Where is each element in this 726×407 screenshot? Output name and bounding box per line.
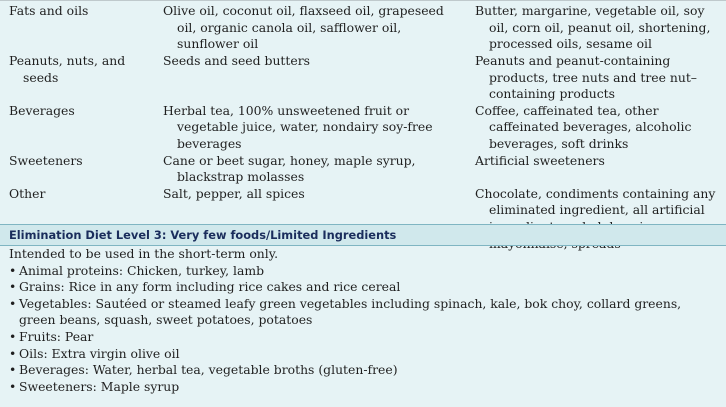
list-item-fruits bbox=[9, 329, 721, 346]
foods-to-avoid: Butter, margarine, vegetable oil, soy oil, corn oil, peanut oil, shortening, processed oils, sesame oil bbox=[475, 3, 711, 52]
list-item-oils bbox=[9, 346, 721, 363]
level3-food-list bbox=[9, 263, 721, 396]
list-item-animal-proteins bbox=[9, 263, 721, 280]
table-row-peanuts-nuts-seeds bbox=[0, 53, 726, 103]
bullet-glyph: • bbox=[9, 295, 17, 311]
list-item-text: Oils: Extra virgin olive oil bbox=[19, 345, 180, 361]
list-item-text: Beverages: Water, herbal tea, vegetable broths (gluten-free) bbox=[19, 362, 398, 378]
list-item-text: Vegetables: Sautéed or steamed leafy green vegetables including spinach, kale, bok choy, collard greens, green beans, squash, sweet potatoes, potatoes bbox=[19, 295, 682, 328]
bullet-glyph: • bbox=[9, 279, 17, 295]
bullet-glyph: • bbox=[9, 328, 17, 344]
foods-to-avoid: Artificial sweeteners bbox=[475, 152, 605, 168]
food-category-table bbox=[0, 3, 726, 256]
list-item-text: Animal proteins: Chicken, turkey, lamb bbox=[19, 262, 265, 278]
allowed-foods: Salt, pepper, all spices bbox=[163, 185, 305, 201]
category-label: Fats and oils bbox=[9, 3, 89, 18]
level3-content bbox=[9, 246, 721, 395]
list-item-text: Sweeteners: Maple syrup bbox=[19, 378, 180, 394]
list-item-vegetables bbox=[9, 296, 721, 329]
list-item-text: Grains: Rice in any form including rice cakes and rice cereal bbox=[19, 279, 401, 295]
bullet-glyph: • bbox=[9, 378, 17, 394]
table-row-sweeteners bbox=[0, 153, 726, 186]
list-item-sweeteners bbox=[9, 379, 721, 396]
table-row-fats-and-oils bbox=[0, 3, 726, 53]
category-label: Sweeteners bbox=[9, 152, 83, 168]
top-rule bbox=[0, 0, 726, 1]
table-row-beverages bbox=[0, 103, 726, 153]
list-item-grains bbox=[9, 279, 721, 296]
allowed-foods: Olive oil, coconut oil, flaxseed oil, grapeseed oil, organic canola oil, safflower oil, sunflower oil bbox=[163, 3, 444, 52]
allowed-foods: Cane or beet sugar, honey, maple syrup, blackstrap molasses bbox=[163, 152, 416, 185]
foods-to-avoid: Coffee, caffeinated tea, other caffeinated beverages, alcoholic beverages, soft drinks bbox=[475, 102, 692, 151]
allowed-foods: Herbal tea, 100% unsweetened fruit or vegetable juice, water, nondairy soy-free beverages bbox=[163, 102, 433, 151]
category-label: Beverages bbox=[9, 102, 75, 118]
bullet-glyph: • bbox=[9, 345, 17, 361]
allowed-foods: Seeds and seed butters bbox=[163, 53, 310, 68]
list-item-text: Fruits: Pear bbox=[19, 328, 94, 344]
bullet-glyph: • bbox=[9, 362, 17, 378]
category-label: Other bbox=[9, 185, 46, 201]
level3-title: Elimination Diet Level 3: Very few foods/Limited Ingredients bbox=[9, 228, 397, 242]
foods-to-avoid: Peanuts and peanut-containing products, tree nuts and tree nut–containing products bbox=[475, 53, 698, 102]
foods-to-avoid: Chocolate, condiments containing any eliminated ingredient, all artificial bbox=[475, 185, 716, 218]
list-item-beverages bbox=[9, 362, 721, 379]
level3-intro: Intended to be used in the short-term only. bbox=[9, 246, 279, 261]
level3-section-header bbox=[0, 224, 726, 246]
bullet-glyph: • bbox=[9, 262, 17, 278]
category-label: Peanuts, nuts, and seeds bbox=[9, 53, 126, 85]
